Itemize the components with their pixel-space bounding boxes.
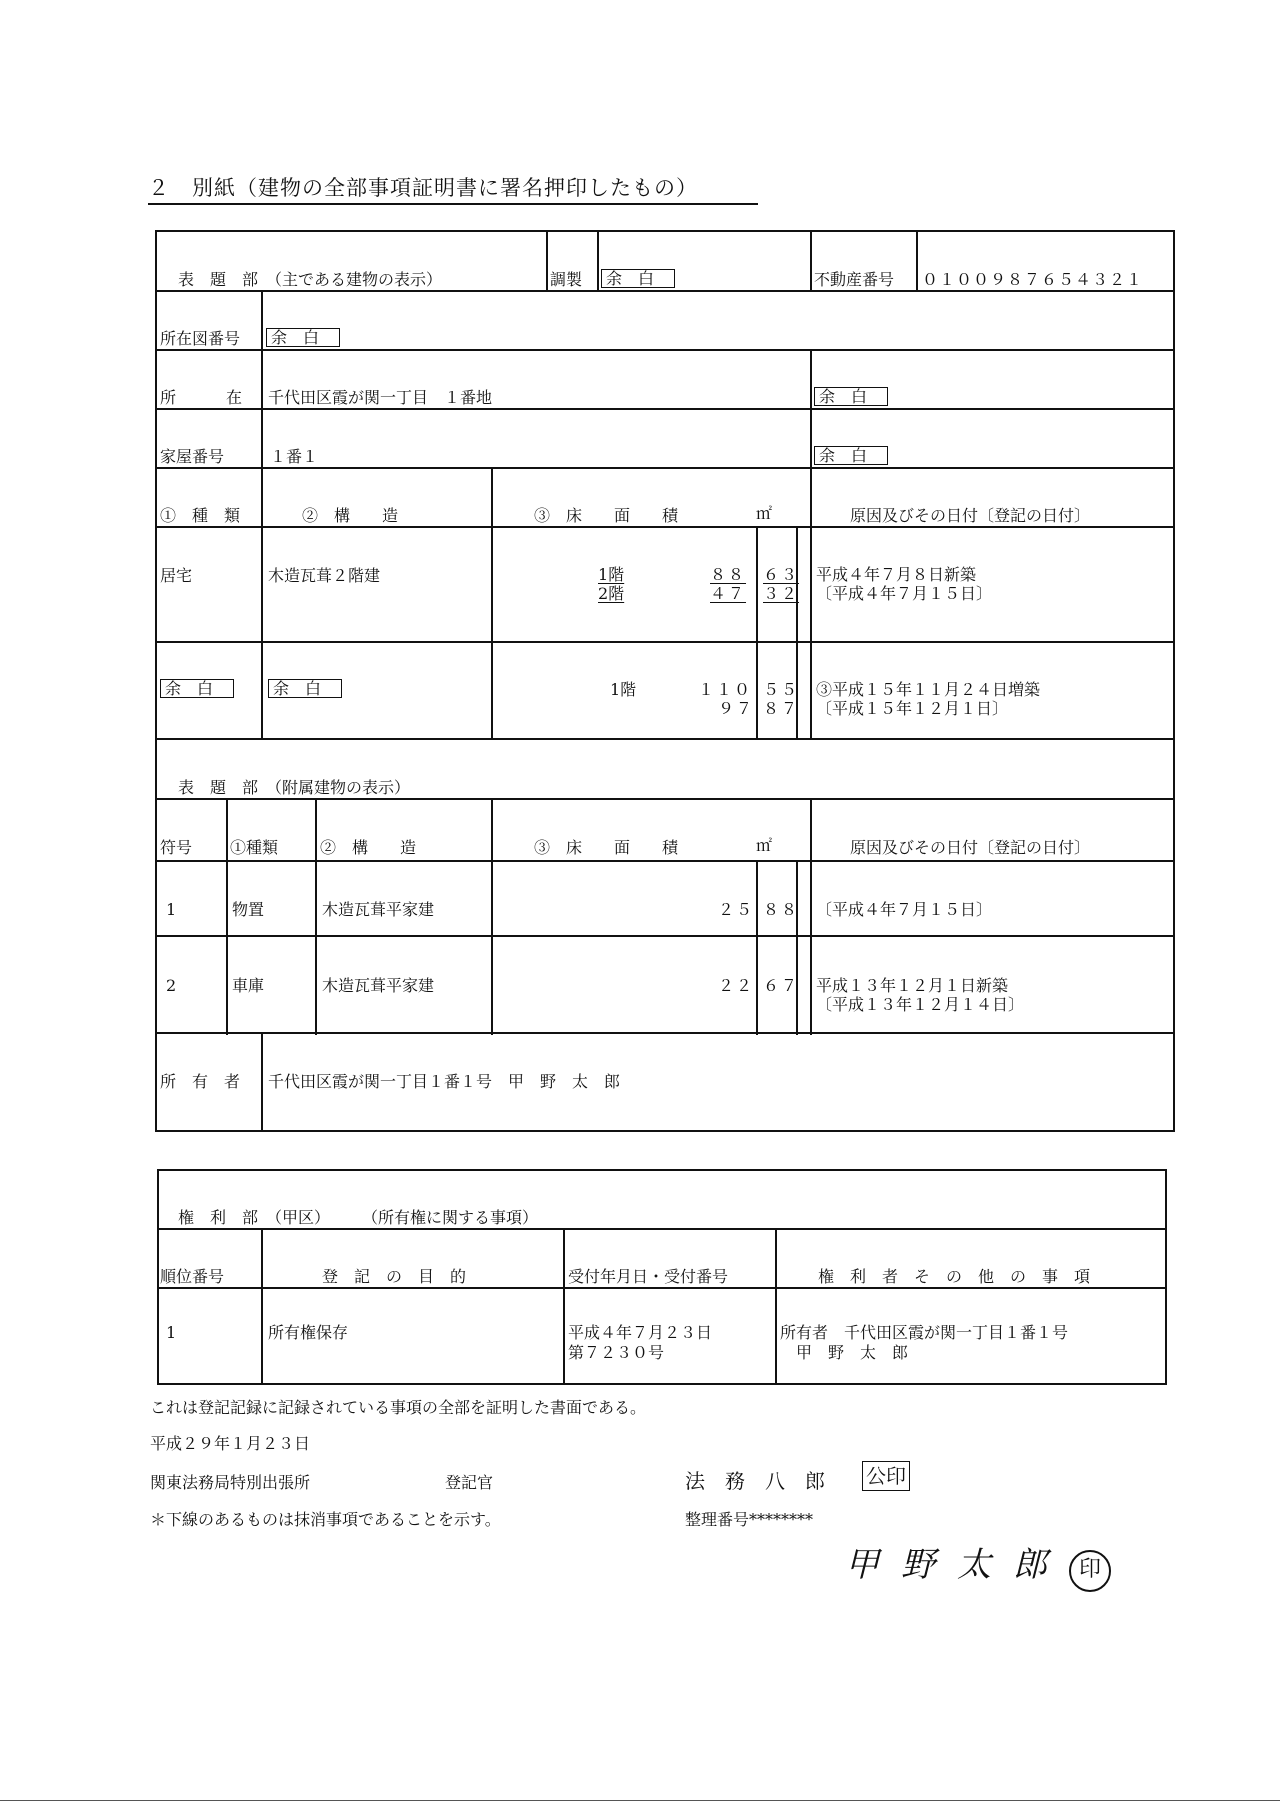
fuzoku-row2-shurui: 車庫 bbox=[232, 976, 265, 995]
header-unit: ㎡ bbox=[756, 504, 773, 523]
fudosan-label: 不動産番号 bbox=[814, 270, 895, 289]
divider bbox=[810, 230, 812, 290]
divider bbox=[261, 1032, 263, 1132]
divider bbox=[916, 230, 918, 290]
divider bbox=[775, 1228, 777, 1385]
row1-genin2: 〔平成４年７月１５日〕 bbox=[816, 584, 993, 603]
row2-dec2: ８７ bbox=[763, 699, 800, 718]
official-seal: 公印 bbox=[862, 1466, 910, 1486]
chosei-value: 余白 bbox=[601, 269, 675, 288]
divider bbox=[546, 230, 548, 290]
hyodai-label: 表 題 部 （主である建物の表示） bbox=[178, 270, 443, 289]
fuzoku-row2-int: ２２ bbox=[718, 976, 755, 995]
divider bbox=[226, 798, 228, 1035]
fuzoku-header-kozo: ② 構 造 bbox=[320, 838, 417, 857]
divider bbox=[261, 290, 263, 349]
row1-shurui: 居宅 bbox=[160, 566, 193, 585]
fuzoku-row1-fugo: 1 bbox=[166, 900, 177, 919]
row1-int2: ４７ bbox=[710, 584, 747, 603]
divider bbox=[810, 467, 812, 641]
row1-dec2: ３２ bbox=[763, 584, 800, 603]
divider bbox=[563, 1228, 565, 1385]
divider bbox=[810, 641, 812, 738]
kenri-row1-uketsuke1: 平成４年７月２３日 bbox=[568, 1323, 713, 1342]
shozaizu-label: 所在図番号 bbox=[160, 329, 241, 348]
row1-int1: ８８ bbox=[710, 565, 747, 584]
divider bbox=[155, 408, 1175, 410]
fuzoku-row2-genin2: 〔平成１３年１２月１４日〕 bbox=[816, 995, 1025, 1014]
divider bbox=[155, 290, 1175, 292]
fudosan-value: ０１００９８７６５４３２１ bbox=[922, 270, 1144, 289]
shozaizu-value: 余白 bbox=[266, 328, 340, 347]
kenri-row1-juni: 1 bbox=[166, 1323, 177, 1342]
row2-int2: ９７ bbox=[718, 699, 755, 718]
row2-genin1: ③平成１５年１１月２４日増築 bbox=[816, 680, 1041, 699]
signature bbox=[845, 1545, 1111, 1592]
divider bbox=[155, 467, 1175, 469]
divider bbox=[756, 641, 758, 738]
divider bbox=[157, 1287, 1167, 1289]
footnote: ＊下線のあるものは抹消事項であることを示す。 bbox=[150, 1510, 501, 1529]
divider bbox=[155, 526, 1175, 528]
row1-kozo: 木造瓦葺２階建 bbox=[268, 566, 381, 585]
title-underline bbox=[148, 203, 758, 205]
shozai-label: 所 在 bbox=[160, 388, 249, 407]
fuzoku-label: 表 題 部 （附属建物の表示） bbox=[178, 778, 411, 797]
row2-genin2: 〔平成１５年１２月１日〕 bbox=[816, 699, 1009, 718]
divider bbox=[155, 935, 1175, 937]
certification-date: 平成２９年１月２３日 bbox=[150, 1434, 311, 1453]
kenri-row1-uketsuke2: 第７２３０号 bbox=[568, 1343, 665, 1362]
fuzoku-row2-fugo: 2 bbox=[166, 976, 177, 995]
divider bbox=[155, 738, 1175, 740]
shozai-yohaku: 余白 bbox=[814, 387, 888, 406]
row1-floor1: 1階 bbox=[598, 565, 625, 584]
divider bbox=[155, 1032, 1175, 1034]
office-name: 関東法務局特別出張所 bbox=[150, 1473, 311, 1492]
divider bbox=[155, 798, 1175, 800]
row2-int1: １１０ bbox=[698, 680, 753, 699]
header-kozo: ② 構 造 bbox=[302, 506, 399, 525]
kenri-row1-mokuteki: 所有権保存 bbox=[268, 1323, 349, 1342]
shoyusha-value: 千代田区霞が関一丁目１番１号 甲 野 太 郎 bbox=[268, 1072, 621, 1091]
page-bottom-line bbox=[0, 1800, 1280, 1801]
row1-genin1: 平成４年７月８日新築 bbox=[816, 565, 977, 584]
kenri-row1-kenrisha1: 所有者 千代田区霞が関一丁目１番１号 bbox=[780, 1323, 1069, 1342]
divider bbox=[756, 860, 758, 1035]
divider bbox=[597, 230, 599, 290]
kenri-header-mokuteki: 登 記 の 目 的 bbox=[322, 1267, 467, 1286]
signature-name: 甲野太郎 bbox=[845, 1545, 1069, 1585]
divider bbox=[157, 1228, 1167, 1230]
registrar-label: 登記官 bbox=[445, 1473, 494, 1492]
divider bbox=[261, 467, 263, 641]
divider bbox=[155, 349, 1175, 351]
header-yuka: ③ 床 面 積 bbox=[534, 506, 679, 525]
kaoku-value: １番１ bbox=[270, 447, 319, 466]
fuzoku-row2-kozo: 木造瓦葺平家建 bbox=[322, 976, 435, 995]
divider bbox=[756, 526, 758, 641]
kenri-header-uketsuke: 受付年月日・受付番号 bbox=[568, 1267, 729, 1286]
shoyusha-label: 所 有 者 bbox=[160, 1072, 241, 1091]
kenri-row1-kenrisha2: 甲 野 太 郎 bbox=[780, 1343, 909, 1362]
seiri-number: 整理番号******** bbox=[685, 1510, 814, 1529]
fuzoku-header-yuka: ③ 床 面 積 bbox=[534, 838, 679, 857]
kenri-label: 権 利 部 （甲区） （所有権に関する事項） bbox=[178, 1208, 539, 1227]
kaoku-label: 家屋番号 bbox=[160, 447, 225, 466]
registrar-name: 法 務 八 郎 bbox=[685, 1469, 825, 1493]
fuzoku-header-fugo: 符号 bbox=[160, 838, 193, 857]
row1-dec1: ６３ bbox=[763, 565, 800, 584]
divider bbox=[810, 349, 812, 467]
row2-kozo: 余白 bbox=[268, 679, 342, 698]
fuzoku-row1-dec: ８８ bbox=[763, 900, 800, 919]
kenri-header-juni: 順位番号 bbox=[160, 1267, 225, 1286]
document-title: ２ 別紙（建物の全部事項証明書に署名押印したもの） bbox=[148, 176, 698, 200]
divider bbox=[491, 467, 493, 641]
fuzoku-row1-int: ２５ bbox=[718, 900, 755, 919]
divider bbox=[155, 641, 1175, 643]
header-genin: 原因及びその日付〔登記の日付〕 bbox=[850, 506, 1091, 525]
shozai-value: 千代田区霞が関一丁目 １番地 bbox=[268, 388, 493, 407]
divider bbox=[491, 798, 493, 1035]
fuzoku-row2-genin1: 平成１３年１２月１日新築 bbox=[816, 976, 1009, 995]
fuzoku-header-genin: 原因及びその日付〔登記の日付〕 bbox=[850, 838, 1091, 857]
row1-floor2: 2階 bbox=[598, 584, 625, 603]
divider bbox=[155, 860, 1175, 862]
divider bbox=[315, 798, 317, 1035]
divider bbox=[796, 860, 798, 1035]
divider bbox=[810, 798, 812, 1035]
divider bbox=[261, 1228, 263, 1385]
certification-text: これは登記記録に記録されている事項の全部を証明した書面である。 bbox=[150, 1398, 647, 1417]
divider bbox=[261, 349, 263, 467]
row2-dec1: ５５ bbox=[763, 680, 800, 699]
fuzoku-row1-kozo: 木造瓦葺平家建 bbox=[322, 900, 435, 919]
fuzoku-row1-shurui: 物置 bbox=[232, 900, 265, 919]
header-shurui: ① 種 類 bbox=[160, 506, 241, 525]
fuzoku-header-unit: ㎡ bbox=[756, 836, 773, 855]
kenri-header-kenrisha: 権 利 者 そ の 他 の 事 項 bbox=[818, 1267, 1091, 1286]
fuzoku-row2-dec: ６７ bbox=[763, 976, 800, 995]
kaoku-yohaku: 余白 bbox=[814, 446, 888, 465]
personal-seal: 印 bbox=[1069, 1550, 1111, 1592]
divider bbox=[261, 641, 263, 738]
fuzoku-row1-genin: 〔平成４年７月１５日〕 bbox=[816, 900, 993, 919]
row2-shurui: 余白 bbox=[160, 679, 234, 698]
divider bbox=[491, 641, 493, 738]
chosei-label: 調製 bbox=[550, 270, 583, 289]
row2-floor1: 1階 bbox=[610, 680, 637, 699]
fuzoku-header-shurui: ①種類 bbox=[230, 838, 279, 857]
